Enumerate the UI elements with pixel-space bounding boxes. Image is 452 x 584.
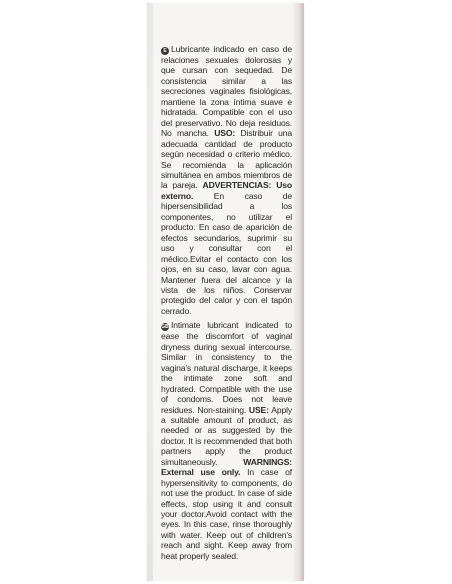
- spanish-use-text: Distribuir una adecuada cantidad de producto según necesidad o criterio médico. Se recomienda la aplicación simultánea en ambos miembros de la pareja.: [161, 128, 293, 191]
- box-left-edge: [147, 3, 153, 581]
- english-use-label: USE:: [248, 404, 269, 415]
- instructions-text: [161, 44, 292, 565]
- spanish-section: [161, 44, 292, 316]
- english-section: [161, 320, 292, 561]
- spanish-warnings-label: ADVERTENCIAS: Uso externo.: [161, 180, 292, 201]
- english-warnings-text: In case of hypersensitivity to components, do not use the product. In case of side effects, stop using it and consult your doctor.Avoid contact with the eyes. In this case, rinse thoroughly with water. Keep out of children's reach and sight. Keep away from heat properly sealed.: [161, 467, 292, 561]
- english-use-text: Apply a suitable amount of product, as needed or as suggested by the doctor. It is recommended that both partners apply the product simultaneously.: [161, 404, 292, 467]
- spanish-language-icon: E: [161, 47, 169, 55]
- spanish-intro: Lubricante indicado en caso de relaciones sexuales dolorosas y que cursan con sequedad. De consistencia similar a las secreciones vaginales fisiológicas, mantiene la zona íntima suave e hidratada. Compatible con el uso del preservativo. No deja residuos. No mancha.: [161, 44, 292, 139]
- english-warnings-label: WARNINGS: External use only.: [161, 456, 292, 478]
- box-right-edge: [294, 3, 304, 581]
- english-language-icon: GB: [161, 324, 169, 331]
- spanish-use-label: USO:: [214, 128, 236, 139]
- english-intro: Intimate lubricant indicated to ease the discomfort of vaginal dryness during sexual intercourse. Similar in consistency to the vagina's natural discharge, it keeps the intimate zone soft and hydrated. Compatible with the use of condoms. Does not leave residues. Non-staining.: [161, 320, 292, 415]
- spanish-warnings-text: En caso de hipersensibilidad a los componentes, no utilizar el producto. En caso de aparición de efectos secundarios, suprimir su uso y consultar con el médico.Evitar el contacto con los ojos, en su caso, lavar con agua. Mantener fuera del alcance y la vista de los niños. Conservar protegido del calor y con el tapón cerrado.: [161, 190, 292, 316]
